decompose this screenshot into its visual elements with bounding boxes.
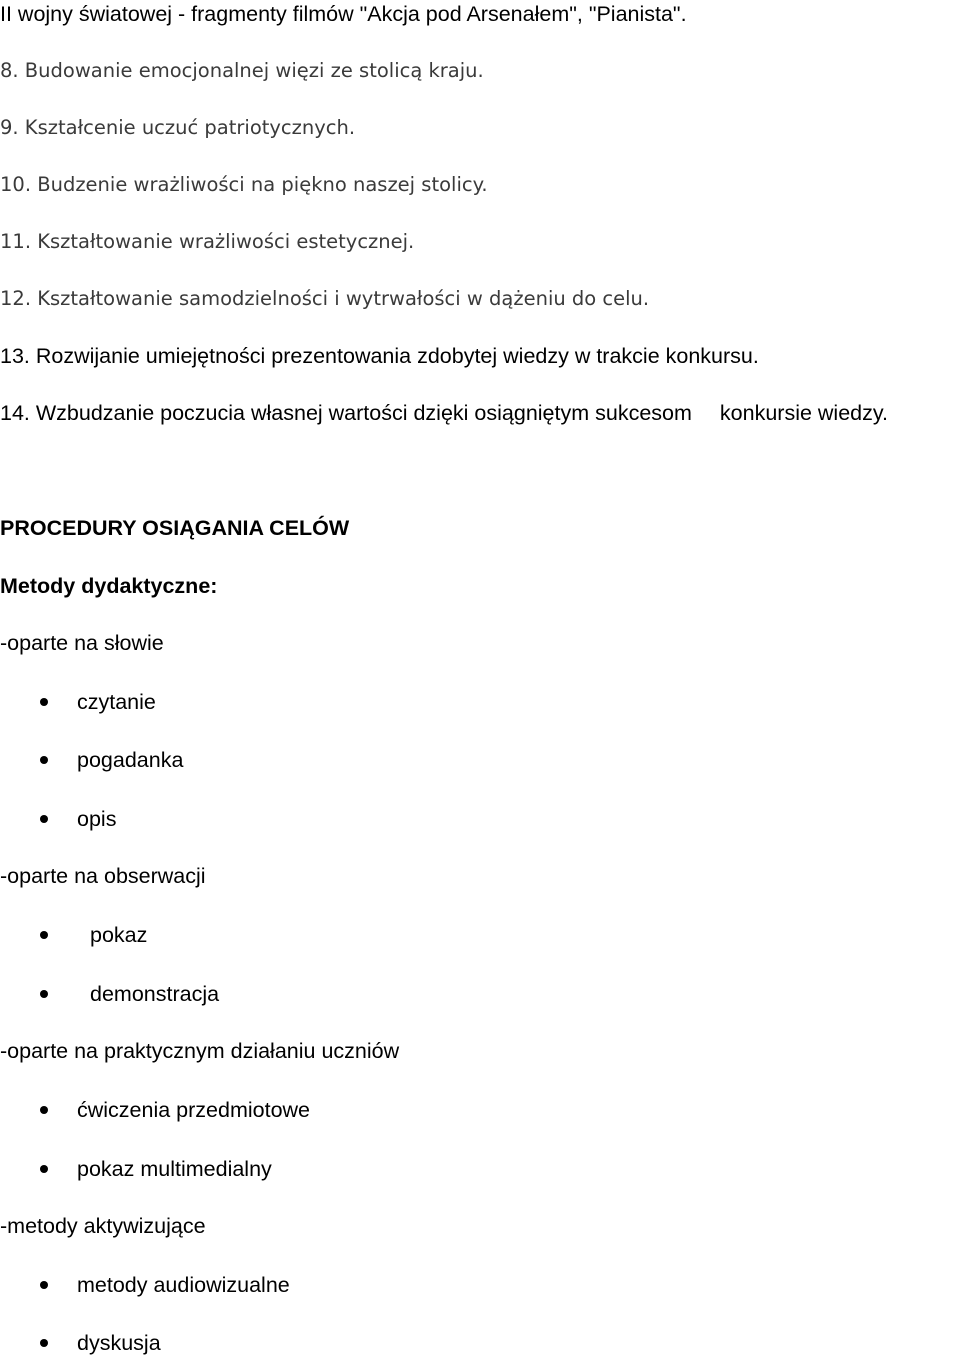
subsection-title: Metody dydaktyczne: [0, 574, 218, 598]
list-item-label: dyskusja [77, 1331, 161, 1355]
bullet-icon [40, 1339, 48, 1347]
goal-item-14-tail: konkursie wiedzy. [719, 401, 888, 425]
method-group-label: -oparte na obserwacji [0, 864, 206, 888]
list-item-label: opis [77, 807, 117, 831]
goal-item-12: 12. Kształtowanie samodzielności i wytrwałości w dążeniu do celu. [0, 287, 650, 310]
section-title: PROCEDURY OSIĄGANIA CELÓW [0, 516, 350, 540]
list-item-label: demonstracja [90, 982, 220, 1006]
list-item-label: pogadanka [77, 748, 184, 772]
list-item-label: czytanie [77, 690, 156, 714]
list-item [0, 805, 700, 833]
goal-item-14-text: 14. Wzbudzanie poczucia własnej wartości dzięki osiągniętym sukcesom [0, 401, 692, 425]
goal-item-11: 11. Kształtowanie wrażliwości estetycznej. [0, 230, 415, 253]
bullet-icon [40, 1165, 48, 1173]
list-item-label: metody audiowizualne [77, 1273, 290, 1297]
bullet-icon [40, 815, 48, 823]
list-item [0, 1096, 700, 1124]
list-item [0, 688, 700, 716]
list-item-label: ćwiczenia przedmiotowe [77, 1098, 311, 1122]
bullet-icon [40, 698, 48, 706]
intro-line-0: II wojny światowej - fragmenty filmów "Akcja pod Arsenałem", "Pianista". [0, 2, 687, 26]
goal-item-14 [0, 399, 888, 427]
bullet-icon [40, 990, 48, 998]
bullet-icon [40, 1106, 48, 1114]
bullet-icon [40, 1281, 48, 1289]
list-item [0, 1271, 700, 1299]
goal-item-13: 13. Rozwijanie umiejętności prezentowania zdobytej wiedzy w trakcie konkursu. [0, 344, 759, 368]
list-item [0, 1155, 700, 1183]
method-group-label: -oparte na praktycznym działaniu uczniów [0, 1039, 400, 1063]
list-item [0, 980, 700, 1008]
list-item-label: pokaz [90, 923, 148, 947]
bullet-icon [40, 756, 48, 764]
list-item [0, 1329, 700, 1357]
list-item [0, 746, 700, 774]
goal-item-8: 8. Budowanie emocjonalnej więzi ze stolicą kraju. [0, 59, 484, 82]
bullet-icon [40, 931, 48, 939]
list-item [0, 921, 700, 949]
list-item-label: pokaz multimedialny [77, 1157, 272, 1181]
goal-item-10: 10. Budzenie wrażliwości na piękno naszej stolicy. [0, 173, 488, 196]
method-group-label: -oparte na słowie [0, 631, 164, 655]
goal-item-9: 9. Kształcenie uczuć patriotycznych. [0, 116, 356, 139]
method-group-label: -metody aktywizujące [0, 1214, 206, 1238]
